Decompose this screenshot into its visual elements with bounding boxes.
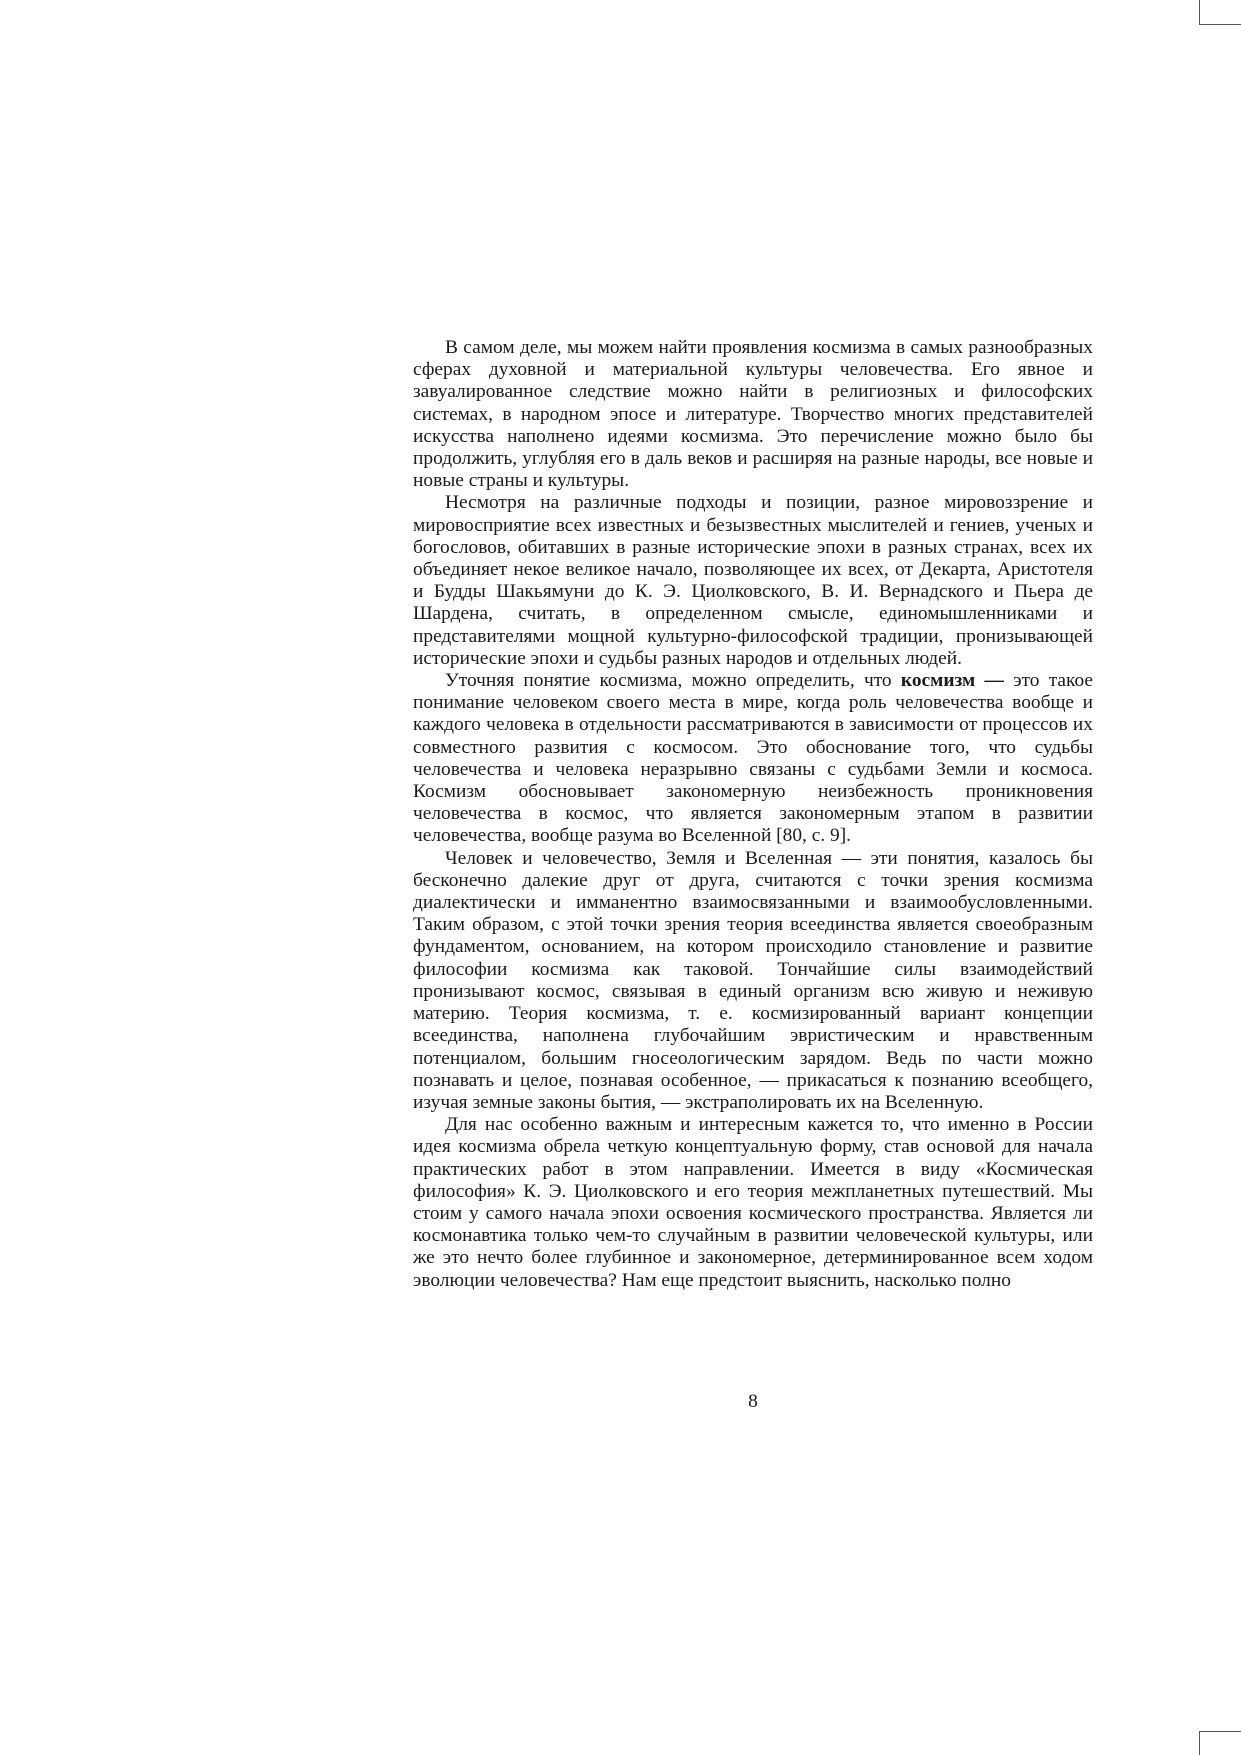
paragraph-2: Несмотря на различные подходы и позиции, разное мировоззрение и мировосприятие всех известных и безызвестных мыслителей и гениев, ученых и богословов, обитавших в разные исторические эпохи в разных странах, всех их объединяет некое великое начало, позволяющее их всех, от Декарта, Аристотеля и Будды Шакьямуни до К. Э. Циолковского, В. И. Вернадского и Пьера де Шардена, считать, в определенном смысле, единомышленниками и представителями мощной культурно-философской традиции, пронизывающей исторические эпохи и судьбы разных народов и отдельных людей. <box>413 492 1093 669</box>
crop-mark-top-horizontal <box>1199 24 1241 25</box>
paragraph-3-rest: это такое понимание человеком своего места в мире, когда роль человечества вообще и каждого человека в отдельности рассматриваются в зависимости от процессов их совместного развития с космосом. Это обоснование того, что судьбы человечества и человека неразрывно связаны с судьбами Земли и космоса. Космизм обосновывает закономерную неизбежность проникновения человечества в космос, что является закономерным этапом в развитии человечества, вообще разума во Вселенной [80, с. 9]. <box>413 670 1093 847</box>
crop-mark-bottom-vertical <box>1199 1731 1200 1755</box>
paragraph-3 <box>413 670 1093 848</box>
crop-mark-bottom-horizontal <box>1199 1731 1241 1732</box>
page-number: 8 <box>748 1391 758 1412</box>
crop-mark-top-vertical <box>1199 0 1200 24</box>
paragraph-1: В самом деле, мы можем найти проявления космизма в самых разнообразных сферах духовной и материальной культуры человечества. Его явное и завуалированное следствие можно найти в религиозных и философских системах, в народном эпосе и литературе. Творчество многих представителей искусства наполнено идеями космизма. Это перечисление можно было бы продолжить, углубляя его в даль веков и расширяя на разные народы, все новые и новые страны и культуры. <box>413 337 1093 492</box>
body-text <box>413 337 1093 1292</box>
paragraph-5: Для нас особенно важным и интересным кажется то, что именно в России идея космизма обрела четкую концептуальную форму, став основой для начала практических работ в этом направлении. Имеется в виду «Космическая философия» К. Э. Циолковского и его теория межпланетных путешествий. Мы стоим у самого начала эпохи освоения космического пространства. Является ли космонавтика только чем-то случайным в развитии человеческой культуры, или же это нечто более глубинное и закономерное, детерминированное всем ходом эволюции человечества? Нам еще предстоит выяснить, насколько полно <box>413 1114 1093 1291</box>
paragraph-3-lead: Уточняя понятие космизма, можно определить, что <box>445 670 901 692</box>
term-kosmizm: космизм — <box>900 670 1004 692</box>
paragraph-4: Человек и человечество, Земля и Вселенная — эти понятия, казалось бы бесконечно далекие друг от друга, считаются с точки зрения космизма диалектически и имманентно взаимосвязанными и взаимообусловленными. Таким образом, с этой точки зрения теория всеединства является своеобразным фундаментом, основанием, на котором происходило становление и развитие философии космизма как таковой. Тончайшие силы взаимодействий пронизывают космос, связывая в единый организм всю живую и неживую материю. Теория космизма, т. е. космизированный вариант концепции всеединства, наполнена глубочайшим эвристическим и нравственным потенциалом, большим гносеологическим зарядом. Ведь по части можно познавать и целое, познавая особенное, — прикасаться к познанию всеобщего, изучая земные законы бытия, — экстраполировать их на Вселенную. <box>413 847 1093 1113</box>
